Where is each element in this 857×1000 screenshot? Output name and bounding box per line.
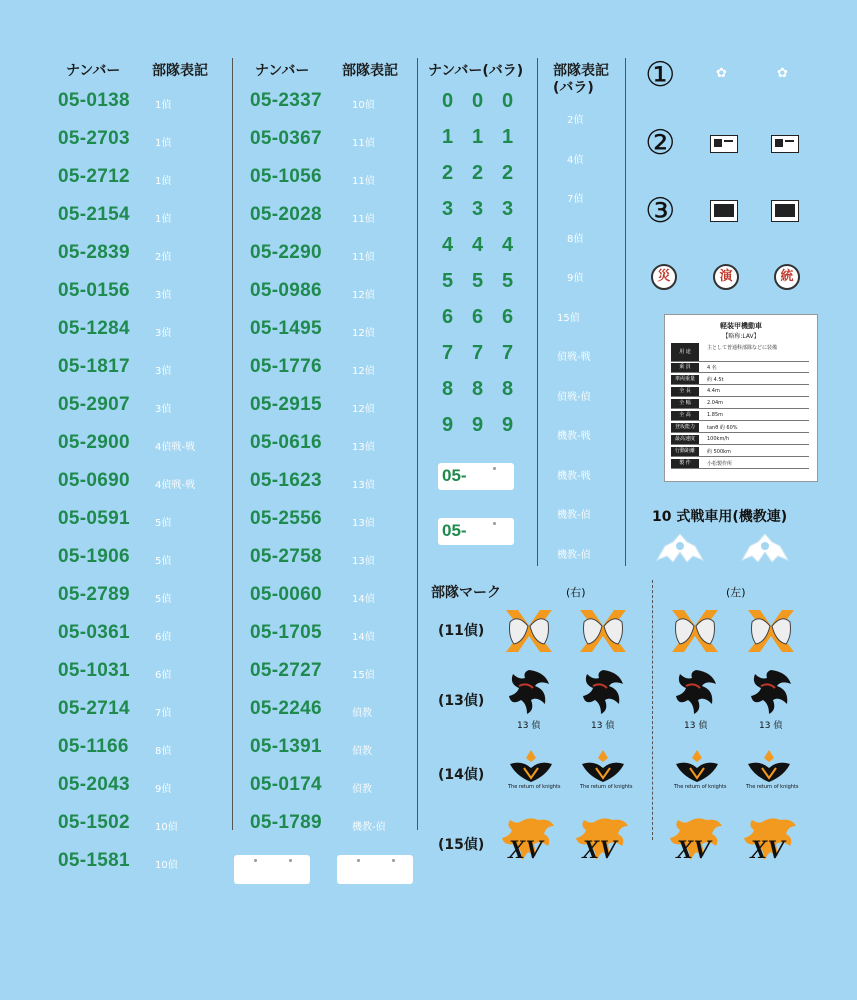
plate-number: 05-1495 <box>250 318 322 339</box>
plate-number: 05-1906 <box>58 546 130 567</box>
unit-label: 13偵 <box>352 556 375 567</box>
plate-number: 05-1166 <box>58 736 129 757</box>
single-digit: 4 <box>502 234 514 256</box>
unit-label: 4偵戦-戦 <box>155 442 195 453</box>
single-digit: 4 <box>442 234 454 256</box>
spec-value: 主として普通科部隊などに装備 <box>707 345 778 351</box>
plate-number: 05-2290 <box>250 242 322 263</box>
unit-label: 11偵 <box>352 176 375 187</box>
circled-one: ① <box>645 55 676 95</box>
plate-number: 05-2712 <box>58 166 130 187</box>
unit-label: 3偵 <box>155 328 172 339</box>
unit-label: 10偵 <box>155 860 178 871</box>
header-unit-1: 部隊表記 <box>152 63 208 79</box>
plate-prefix: 05- <box>438 518 514 545</box>
plate-number: 05-2556 <box>250 508 322 529</box>
plate-number: 05-2789 <box>58 584 130 605</box>
spec-row <box>671 387 809 397</box>
spec-row <box>671 399 809 409</box>
spec-value: 4.4m <box>707 388 720 394</box>
unit-label: 1偵 <box>155 100 172 111</box>
plate-number: 05-2337 <box>250 90 322 111</box>
divider-4 <box>625 58 626 566</box>
single-digit: 7 <box>442 342 454 364</box>
single-digit: 1 <box>442 126 454 148</box>
plate-number: 05-2907 <box>58 394 130 415</box>
mark-unit-11: (11偵) <box>438 623 485 639</box>
unit-label: 3偵 <box>155 404 172 415</box>
marks-right-label: (右) <box>566 586 586 599</box>
plate-number: 05-0060 <box>250 584 322 605</box>
xv-eagle-icon <box>668 814 724 866</box>
spec-key: 全 高 <box>671 411 699 420</box>
spec-row <box>671 343 809 362</box>
tank-label: 10 式戦車用(機教連) <box>652 509 788 525</box>
plate-number: 05-2028 <box>250 204 322 225</box>
spec-title: 軽装甲機動車 <box>720 322 762 330</box>
plate-number: 05-0591 <box>58 508 130 529</box>
plate-number: 05-2727 <box>250 660 322 681</box>
spec-row <box>671 375 809 385</box>
spec-key: 登坂能力 <box>671 423 699 432</box>
unit-label: 4偵戦-戦 <box>155 480 195 491</box>
unit-label: 15偵 <box>352 670 375 681</box>
spec-row <box>671 423 809 433</box>
tank-decal-icon <box>740 532 790 564</box>
header-unit-2: 部隊表記 <box>342 63 398 79</box>
plate-number: 05-1284 <box>58 318 130 339</box>
mark-caption: 13 偵 <box>684 721 708 731</box>
unit-mark-13 <box>505 666 553 731</box>
spec-key: 行動距離 <box>671 447 699 456</box>
divider-3 <box>537 58 538 566</box>
mark-unit-15: (15偵) <box>438 837 485 853</box>
unit-single-label: 機教-戦 <box>557 470 591 482</box>
unit-label: 1偵 <box>155 176 172 187</box>
mark-caption: 13 偵 <box>591 721 615 731</box>
unit-single-label: 機教-戦 <box>557 431 591 442</box>
license-sign-large-icon <box>771 200 799 222</box>
unit-single-label: 偵戦-戦 <box>557 352 591 363</box>
unit-mark-14 <box>674 748 727 794</box>
plate-number: 05-2043 <box>58 774 130 795</box>
single-digit: 2 <box>442 162 454 184</box>
plate-number: 05-1031 <box>58 660 130 681</box>
unit-label: 5偵 <box>155 594 172 605</box>
plate-number: 05-1776 <box>250 356 322 377</box>
spec-row <box>671 459 809 469</box>
spec-value: 2.04m <box>707 400 724 406</box>
mark-unit-14: (14偵) <box>438 767 485 783</box>
single-digit: 9 <box>472 414 484 436</box>
unit-mark-15 <box>500 814 556 870</box>
single-digit: 0 <box>442 90 454 112</box>
mark-caption: The return of knights <box>674 784 727 790</box>
plate-number: 05-1705 <box>250 622 322 643</box>
spec-row <box>671 435 809 445</box>
dragon-icon <box>747 666 795 718</box>
plate-number: 05-2915 <box>250 394 322 415</box>
circled-three: ③ <box>645 191 676 231</box>
spec-row <box>671 363 809 373</box>
unit-label: 13偵 <box>352 480 375 491</box>
spec-value: tanθ 約 60% <box>707 425 738 431</box>
spec-value: 約 4.5t <box>707 377 724 383</box>
svg-text:XV: XV <box>582 835 617 864</box>
single-digit: 3 <box>442 198 454 220</box>
plate-number: 05-1581 <box>58 850 130 871</box>
single-digit: 0 <box>502 90 514 112</box>
unit-label: 14偵 <box>352 594 375 605</box>
spec-key: 全 幅 <box>671 399 699 408</box>
unit-single-label: 機教-偵 <box>557 510 591 521</box>
unit-mark-15 <box>742 814 798 870</box>
kanji-mark-disaster: 災 <box>651 264 677 290</box>
header-unit-single-sub: (バラ) <box>553 80 594 96</box>
spec-value: 100km/h <box>707 436 730 442</box>
unit-label: 3偵 <box>155 366 172 377</box>
unit-label: 13偵 <box>352 518 375 529</box>
unit-single-label: 7偵 <box>567 194 584 205</box>
spec-row <box>671 447 809 457</box>
single-digit: 2 <box>502 162 514 184</box>
circled-two: ② <box>645 123 676 163</box>
single-digit: 8 <box>472 378 484 400</box>
unit-label: 12偵 <box>352 404 375 415</box>
single-digit: 7 <box>472 342 484 364</box>
spec-sheet <box>664 314 818 482</box>
single-digit: 4 <box>472 234 484 256</box>
unit-label: 1偵 <box>155 214 172 225</box>
xv-eagle-icon <box>574 814 630 866</box>
unit-label: 12偵 <box>352 328 375 339</box>
unit-label: 3偵 <box>155 290 172 301</box>
single-digit: 2 <box>472 162 484 184</box>
single-digit: 6 <box>472 306 484 328</box>
unit-single-label: 2偵 <box>567 115 584 126</box>
plate-number: 05-2246 <box>250 698 322 719</box>
plate-number: 05-0690 <box>58 470 130 491</box>
header-number-1: ナンバー <box>66 63 121 79</box>
xv-eagle-icon <box>742 814 798 866</box>
mark-caption: 13 偵 <box>759 721 783 731</box>
single-digit: 9 <box>502 414 514 436</box>
single-digit: 6 <box>502 306 514 328</box>
marks-left-label: (左) <box>726 586 746 599</box>
unit-label: 8偵 <box>155 746 172 757</box>
unit-mark-15 <box>574 814 630 870</box>
unit-label: 10偵 <box>352 100 375 111</box>
unit-mark-11-icon <box>504 608 554 654</box>
single-digit: 0 <box>472 90 484 112</box>
license-sign-icon <box>771 135 799 153</box>
unit-label: 11偵 <box>352 214 375 225</box>
unit-single-label: 8偵 <box>567 233 584 245</box>
single-digit: 1 <box>502 126 514 148</box>
unit-label: 14偵 <box>352 632 375 643</box>
kanji-mark-exercise: 演 <box>713 264 739 290</box>
plate-number: 05-0156 <box>58 280 130 301</box>
spec-row <box>671 411 809 421</box>
unit-label: 偵教 <box>352 784 372 795</box>
plate-number: 05-2839 <box>58 242 130 263</box>
spec-value: 小松製作所 <box>707 461 733 467</box>
unit-label: 機教-偵 <box>352 822 386 833</box>
plate-number: 05-1789 <box>250 812 322 833</box>
header-number-single: ナンバー(バラ) <box>428 63 524 79</box>
plate-number: 05-1056 <box>250 166 322 187</box>
plate-number: 05-0174 <box>250 774 322 795</box>
header-unit-single: 部隊表記 <box>553 63 609 79</box>
single-digit: 5 <box>472 270 484 292</box>
unit-mark-14 <box>580 748 633 794</box>
plate-number: 05-2154 <box>58 204 130 225</box>
plate-number: 05-2900 <box>58 432 130 453</box>
single-digit: 1 <box>472 126 484 148</box>
unit-mark-13 <box>579 666 627 731</box>
tank-decal-icon <box>655 532 705 564</box>
mark-caption: 13 偵 <box>517 721 541 731</box>
unit-mark-15 <box>668 814 724 870</box>
plate-number: 05-2758 <box>250 546 322 567</box>
spec-key: 用 途 <box>671 343 699 361</box>
unit-label: 6偵 <box>155 632 172 643</box>
unit-label: 11偵 <box>352 138 375 149</box>
unit-single-label: 偵戦-偵 <box>557 391 591 403</box>
mark-caption: The return of knights <box>580 784 633 790</box>
unit-single-label: 9偵 <box>567 273 584 284</box>
spec-value: 約 500km <box>707 449 731 455</box>
single-digit: 3 <box>472 198 484 220</box>
unit-label: 9偵 <box>155 784 172 795</box>
svg-text:XV: XV <box>508 835 543 864</box>
unit-mark-13 <box>747 666 795 731</box>
unit-label: 2偵 <box>155 252 172 263</box>
unit-mark-13 <box>672 666 720 731</box>
unit-label: 5偵 <box>155 556 172 567</box>
svg-text:XV: XV <box>676 835 711 864</box>
plate-number: 05-1623 <box>250 470 322 491</box>
spec-key: 乗 員 <box>671 363 699 372</box>
star-icon: ✿ <box>716 66 727 81</box>
plate-number: 05-0986 <box>250 280 322 301</box>
unit-mark-14 <box>746 748 799 794</box>
plate-number: 05-0361 <box>58 622 130 643</box>
single-digit: 7 <box>502 342 514 364</box>
single-digit: 9 <box>442 414 454 436</box>
single-digit: 8 <box>502 378 514 400</box>
single-digit: 5 <box>442 270 454 292</box>
unit-single-label: 機教-偵 <box>557 549 591 561</box>
unit-label: 12偵 <box>352 290 375 301</box>
kanji-mark-control: 統 <box>774 264 800 290</box>
unit-mark-11-icon <box>746 608 796 654</box>
unit-single-label: 4偵 <box>567 154 584 166</box>
unit-label: 偵教 <box>352 746 372 757</box>
unit-label: 偵教 <box>352 708 372 719</box>
plate-number: 05-1817 <box>58 356 130 377</box>
plate-number: 05-2714 <box>58 698 130 719</box>
unit-label: 11偵 <box>352 252 375 263</box>
unit-label: 13偵 <box>352 442 375 453</box>
star-icon: ✿ <box>777 66 788 81</box>
plate-number: 05-1391 <box>250 736 322 757</box>
svg-text:XV: XV <box>750 835 785 864</box>
header-number-2: ナンバー <box>255 63 310 79</box>
single-digit: 6 <box>442 306 454 328</box>
spec-key: 全 長 <box>671 387 699 396</box>
dragon-icon <box>505 666 553 718</box>
plate-number: 05-0367 <box>250 128 322 149</box>
single-digit: 5 <box>502 270 514 292</box>
license-sign-icon <box>710 135 738 153</box>
divider-1 <box>232 58 233 830</box>
spec-value: 4 名 <box>707 365 717 371</box>
plate-prefix: 05- <box>438 463 514 490</box>
unit-mark-14 <box>508 748 561 794</box>
dragon-icon <box>579 666 627 718</box>
plate-number: 05-1502 <box>58 812 130 833</box>
unit-single-label: 15偵 <box>557 312 580 324</box>
unit-label: 6偵 <box>155 670 172 681</box>
unit-label: 1偵 <box>155 138 172 149</box>
plate-number: 05-0138 <box>58 90 130 111</box>
xv-eagle-icon <box>500 814 556 866</box>
spec-subtitle: 【略称:LAV】 <box>722 333 760 340</box>
mark-caption: The return of knights <box>746 784 799 790</box>
unit-mark-11-icon <box>670 608 720 654</box>
unit-label: 10偵 <box>155 822 178 833</box>
mark-caption: The return of knights <box>508 784 561 790</box>
blank-plate <box>337 855 413 884</box>
single-digit: 3 <box>502 198 514 220</box>
single-digit: 8 <box>442 378 454 400</box>
unit-label: 12偵 <box>352 366 375 377</box>
dragon-icon <box>672 666 720 718</box>
marks-header: 部隊マーク <box>431 585 501 601</box>
license-sign-large-icon <box>710 200 738 222</box>
mark-unit-13: (13偵) <box>438 693 485 709</box>
blank-plate <box>234 855 310 884</box>
divider-2 <box>417 58 418 830</box>
spec-value: 1.85m <box>707 412 724 418</box>
mark-divider <box>652 580 653 840</box>
unit-label: 5偵 <box>155 518 172 529</box>
spec-key: 車両重量 <box>671 375 699 384</box>
spec-key: 製 作 <box>671 459 699 468</box>
unit-mark-11-icon <box>578 608 628 654</box>
spec-key: 最高速度 <box>671 435 699 444</box>
unit-label: 7偵 <box>155 708 172 719</box>
plate-number: 05-0616 <box>250 432 322 453</box>
plate-number: 05-2703 <box>58 128 130 149</box>
